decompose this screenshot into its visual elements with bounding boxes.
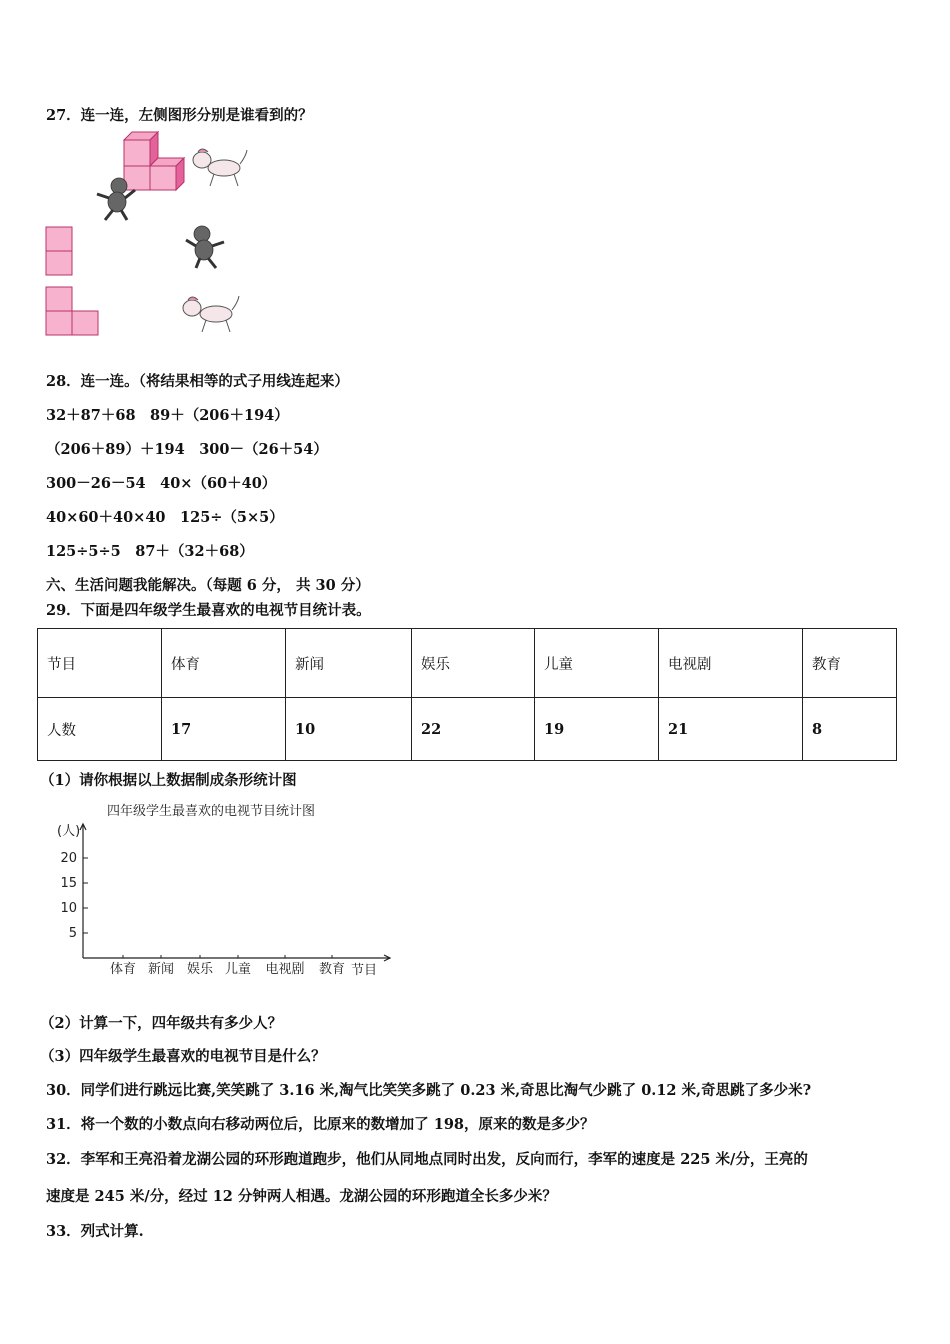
- table-cell: 17: [162, 698, 286, 761]
- y-tick-label: 15: [60, 876, 77, 891]
- q28-row: 300－26－54 40×（60＋40）: [46, 475, 277, 492]
- x-category-label: 新闻: [147, 962, 175, 977]
- q28-row: （206＋89）＋194 300－（26＋54）: [46, 441, 328, 458]
- x-category-label: 教育: [318, 962, 346, 977]
- table-cell: 体育: [162, 629, 286, 698]
- q28-row: 40×60＋40×40 125÷（5×5）: [46, 509, 284, 526]
- chart-xlabel: 节目: [351, 963, 378, 978]
- q29-sub1: （1）请你根据以上数据制成条形统计图: [40, 772, 297, 789]
- table-cell: 19: [535, 698, 659, 761]
- view-l-shape: [45, 286, 101, 338]
- monkey-icon: [93, 176, 139, 222]
- x-category-label: 娱乐: [186, 962, 214, 977]
- q29-title: 29．下面是四年级学生最喜欢的电视节目统计表。: [46, 602, 371, 619]
- y-tick-label: 10: [60, 901, 77, 916]
- table-cell: 儿童: [535, 629, 659, 698]
- chart-title: 四年级学生最喜欢的电视节目统计图: [107, 804, 316, 819]
- monkey-icon: [182, 224, 228, 270]
- y-tick-label: 5: [68, 926, 77, 941]
- x-category-label: 电视剧: [265, 962, 305, 977]
- dog-icon: [180, 294, 240, 336]
- q31: 31．将一个数的小数点向右移动两位后，比原来的数增加了 198，原来的数是多少？: [46, 1116, 595, 1133]
- table-cell: 娱乐: [412, 629, 535, 698]
- q28-title: 28．连一连。（将结果相等的式子用线连起来）: [46, 373, 349, 390]
- stats-table: [37, 628, 897, 761]
- table-cell: 人数: [38, 698, 162, 761]
- q32-line2: 速度是 245 米/分，经过 12 分钟两人相遇。龙湖公园的环形跑道全长多少米？: [46, 1188, 557, 1205]
- y-tick-label: 20: [60, 851, 77, 866]
- section-heading: 六、生活问题我能解决。（每题 6 分， 共 30 分）: [46, 577, 370, 594]
- table-cell: 22: [412, 698, 535, 761]
- q28-row: 32＋87＋68 89＋（206＋194）: [46, 407, 289, 424]
- q32-line1: 32．李军和王亮沿着龙湖公园的环形跑道跑步，他们从同地点同时出发，反向而行，李军的速度是 225 米/分，王亮的: [46, 1151, 808, 1168]
- x-category-label: 体育: [109, 962, 137, 977]
- table-cell: 电视剧: [659, 629, 803, 698]
- q27-title: 27．连一连，左侧图形分别是谁看到的？: [46, 107, 313, 124]
- table-cell: 21: [659, 698, 803, 761]
- chart-ylabel: (人): [57, 824, 81, 839]
- q29-sub2: （2）计算一下，四年级共有多少人？: [40, 1015, 283, 1032]
- q33: 33．列式计算.: [46, 1223, 144, 1240]
- table-cell: 8: [803, 698, 897, 761]
- bar-chart: [55, 796, 400, 986]
- dog-icon: [190, 146, 248, 190]
- q29-sub3: （3）四年级学生最喜欢的电视节目是什么？: [40, 1048, 326, 1065]
- table-cell: 节目: [38, 629, 162, 698]
- table-cell: 10: [286, 698, 412, 761]
- x-category-label: 儿童: [224, 962, 252, 977]
- table-cell: 教育: [803, 629, 897, 698]
- table-row: [38, 698, 897, 761]
- table-cell: 新闻: [286, 629, 412, 698]
- view-vertical-squares: [45, 226, 75, 278]
- q30: 30．同学们进行跳远比赛,笑笑跳了 3.16 米,淘气比笑笑多跳了 0.23 米,奇思比淘气少跳了 0.12 米,奇思跳了多少米?: [46, 1082, 812, 1099]
- table-row: [38, 629, 897, 698]
- q28-row: 125÷5÷5 87＋（32＋68）: [46, 543, 254, 560]
